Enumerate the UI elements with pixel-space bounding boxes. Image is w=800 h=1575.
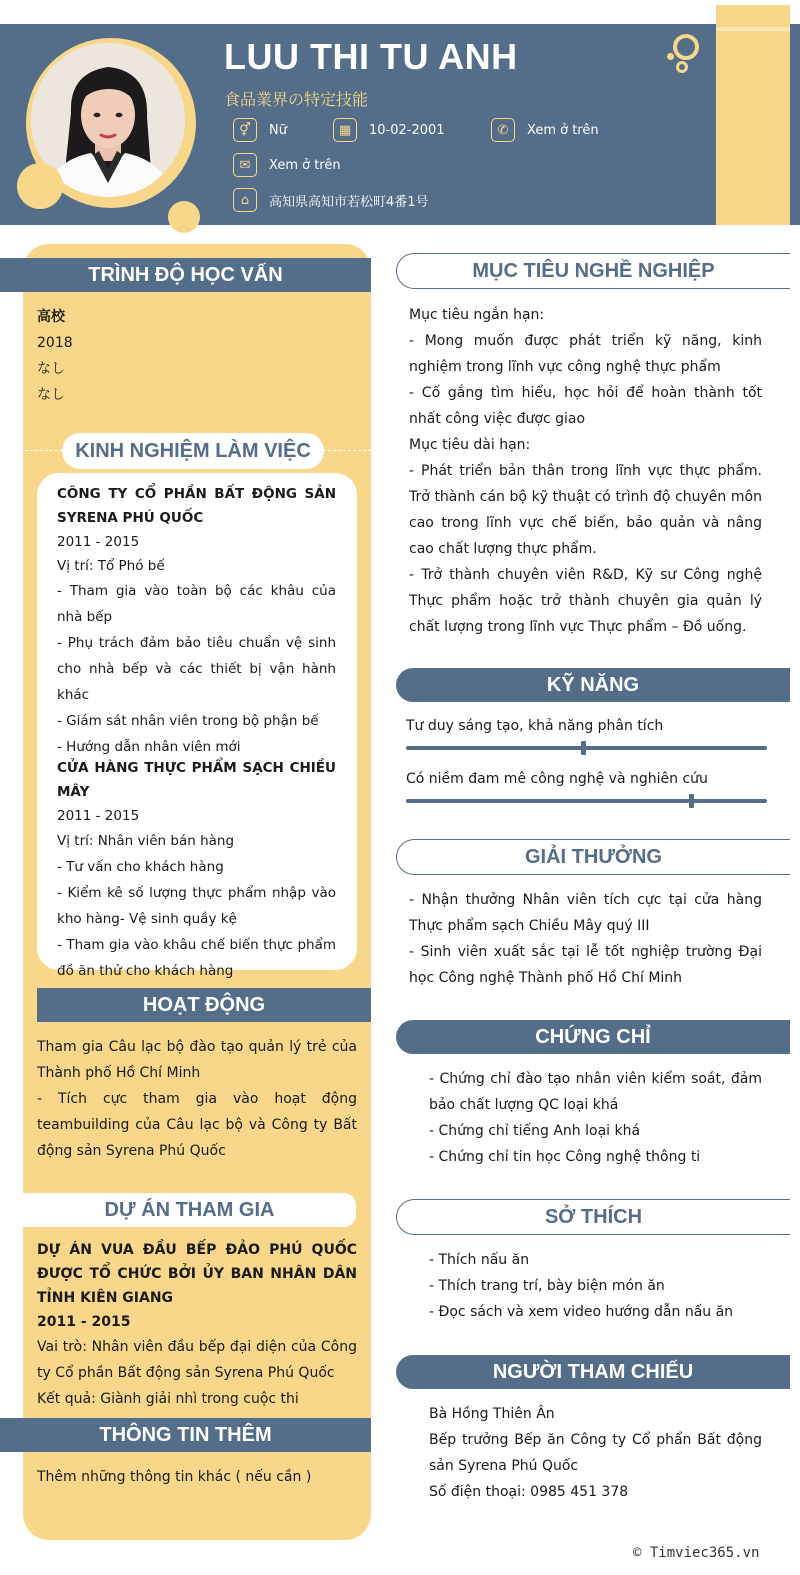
decorative-dot (17, 163, 63, 209)
header-accent-strip (716, 5, 790, 225)
birthdate-value: 10-02-2001 (369, 122, 445, 138)
decorative-ring (676, 61, 688, 73)
email-info (233, 153, 341, 177)
hobby-item: - Thích trang trí, bày biện món ăn (429, 1278, 665, 1294)
decorative-ring (673, 34, 699, 60)
gender-icon: ⚥ (233, 118, 257, 142)
phone-info (491, 118, 599, 142)
experience-heading: KINH NGHIỆM LÀM VIỆC (62, 433, 324, 469)
skill-bar (406, 799, 767, 803)
birthdate-info (333, 118, 445, 142)
awards-content (409, 887, 762, 991)
certificate-item: - Chứng chỉ tiếng Anh loại khá (429, 1123, 641, 1139)
job-duty: - Tham gia vào khâu chế biến thực phẩm đồ ăn thử cho khách hàng (57, 937, 336, 979)
job-period: 2011 - 2015 (57, 534, 140, 550)
location-icon: ⌂ (233, 188, 257, 212)
email-icon: ✉ (233, 153, 257, 177)
objective-line: - Trở thành chuyên viên R&D, Kỹ sư Công nghệ Thực phẩm hoặc trở thành chuyên gia quản lý chất lượng trong lĩnh vực Thực phẩm – Đồ uống. (409, 567, 762, 635)
gender-value: Nữ (269, 122, 287, 138)
projects-heading: DỰ ÁN THAM GIA (23, 1193, 356, 1227)
education-content (37, 304, 357, 408)
activity-item: - Tích cực tham gia vào hoạt động teambuilding của Câu lạc bộ và Công ty Bất động sản Syrena Phú Quốc (37, 1091, 357, 1159)
hobbies-heading: SỞ THÍCH (396, 1199, 790, 1235)
certificate-item: - Chứng chỉ tin học Công nghệ thông ti (429, 1149, 701, 1165)
education-school: 高校 (37, 309, 65, 325)
activities-heading: HOẠT ĐỘNG (37, 988, 371, 1022)
decorative-dot (667, 53, 674, 60)
footer-watermark: © Timviec365.vn (633, 1545, 760, 1561)
job-company: CỬA HÀNG THỰC PHẨM SẠCH CHIỀU MÂY (57, 760, 336, 800)
address-value: 高知県高知市若松町4番1号 (269, 194, 429, 210)
gender-info (233, 118, 287, 142)
hobbies-content (429, 1247, 762, 1325)
hobby-item: - Đọc sách và xem video hướng dẫn nấu ăn (429, 1304, 734, 1320)
activities-content (37, 1034, 357, 1164)
projects-content (37, 1238, 357, 1412)
objective-line: Mục tiêu dài hạn: (409, 437, 531, 453)
award-item: - Nhận thưởng Nhân viên tích cực tại cửa hàng Thực phẩm sạch Chiều Mây quý III (409, 892, 762, 934)
job-position: Vị trí: Nhân viên bán hàng (57, 833, 235, 849)
job-period: 2011 - 2015 (57, 808, 140, 824)
phone-icon: ✆ (491, 118, 515, 142)
references-content (429, 1401, 762, 1505)
skill-name: Có niềm đam mê công nghệ và nghiên cứu (406, 771, 708, 787)
certificates-content (429, 1066, 762, 1170)
job-duty: - Hướng dẫn nhân viên mới (57, 739, 241, 755)
job-title: 食品業界の特定技能 (224, 90, 369, 109)
job-company: CÔNG TY CỔ PHẦN BẤT ĐỘNG SẢN SYRENA PHÚ QUỐC (57, 486, 336, 526)
education-heading: TRÌNH ĐỘ HỌC VẤN (0, 258, 371, 292)
education-grade: なし (37, 387, 65, 403)
certificates-heading: CHỨNG CHỈ (396, 1020, 790, 1054)
email-value: Xem ở trên (269, 157, 341, 173)
awards-heading: GIẢI THƯỞNG (396, 839, 790, 875)
job-duty: - Giám sát nhân viên trong bộ phận bế (57, 713, 319, 729)
skill-name: Tư duy sáng tạo, khả năng phân tích (406, 718, 664, 734)
project-role: Vai trò: Nhân viên đầu bếp đại diện của Công ty Cổ phần Bất động sản Syrena Phú Quốc (37, 1339, 357, 1381)
extra-info-heading: THÔNG TIN THÊM (0, 1418, 371, 1452)
reference-name: Bà Hồng Thiên Ân (429, 1406, 555, 1422)
experience-job-2 (57, 756, 336, 984)
education-year: 2018 (37, 335, 73, 351)
project-result: Kết quả: Giành giải nhì trong cuộc thi (37, 1391, 299, 1407)
calendar-icon: ▦ (333, 118, 357, 142)
job-duty: - Tư vấn cho khách hàng (57, 859, 224, 875)
skills-heading: KỸ NĂNG (396, 668, 790, 702)
award-item: - Sinh viên xuất sắc tại lễ tốt nghiệp trường Đại học Công nghệ Thành phố Hồ Chí Minh (409, 944, 762, 986)
job-duty: - Phụ trách đảm bảo tiêu chuẩn vệ sinh cho nhà bếp và các thiết bị vận hành khác (57, 635, 336, 703)
objective-line: Mục tiêu ngắn hạn: (409, 307, 545, 323)
activity-item: Tham gia Câu lạc bộ đào tạo quản lý trẻ của Thành phố Hồ Chí Minh (37, 1039, 357, 1081)
extra-info-text: Thêm những thông tin khác ( nếu cần ) (37, 1469, 312, 1485)
education-major: なし (37, 361, 65, 377)
objective-line: - Cố gắng tìm hiểu, học hỏi để hoàn thành tốt nhất công việc được giao (409, 385, 762, 427)
skill-bar (406, 746, 767, 750)
skill-level-marker (689, 794, 694, 808)
references-heading: NGƯỜI THAM CHIẾU (396, 1355, 790, 1389)
job-duty: - Tham gia vào toàn bộ các khâu của nhà bếp (57, 583, 336, 625)
certificate-item: - Chứng chỉ đào tạo nhân viên kiểm soát, đảm bảo chất lượng QC loại khá (429, 1071, 762, 1113)
job-duty: - Kiểm kê số lượng thực phẩm nhập vào kho hàng- Vệ sinh quầy kệ (57, 885, 336, 927)
hobby-item: - Thích nấu ăn (429, 1252, 530, 1268)
phone-value: Xem ở trên (527, 122, 599, 138)
objective-line: - Phát triển bản thân trong lĩnh vực thực phẩm. Trở thành cán bộ kỹ thuật có trình độ chuyên môn cao trong lĩnh vực chế biến, bảo quản và nâng cao chất lượng thực phẩm. (409, 463, 762, 557)
reference-phone: Số điện thoại: 0985 451 378 (429, 1484, 629, 1500)
reference-position: Bếp trưởng Bếp ăn Công ty Cổ phẩn Bất động sản Syrena Phú Quốc (429, 1432, 762, 1474)
skill-level-marker (581, 741, 586, 755)
experience-job-1 (57, 482, 336, 760)
project-period: 2011 - 2015 (37, 1314, 131, 1330)
decorative-dot (168, 201, 200, 233)
address-info (233, 188, 429, 212)
objective-line: - Mong muốn được phát triển kỹ năng, kinh nghiệm trong lĩnh vực công nghệ thực phẩm (409, 333, 762, 375)
candidate-name: LUU THI TU ANH (224, 36, 518, 77)
project-name: DỰ ÁN VUA ĐẦU BẾP ĐẢO PHÚ QUỐC ĐƯỢC TỔ CHỨC BỞI ỦY BAN NHÂN DÂN TỈNH KIÊN GIANG (37, 1242, 357, 1306)
objective-heading: MỤC TIÊU NGHỀ NGHIỆP (396, 253, 790, 289)
objective-content (409, 302, 762, 640)
job-position: Vị trí: Tổ Phó bế (57, 558, 165, 574)
